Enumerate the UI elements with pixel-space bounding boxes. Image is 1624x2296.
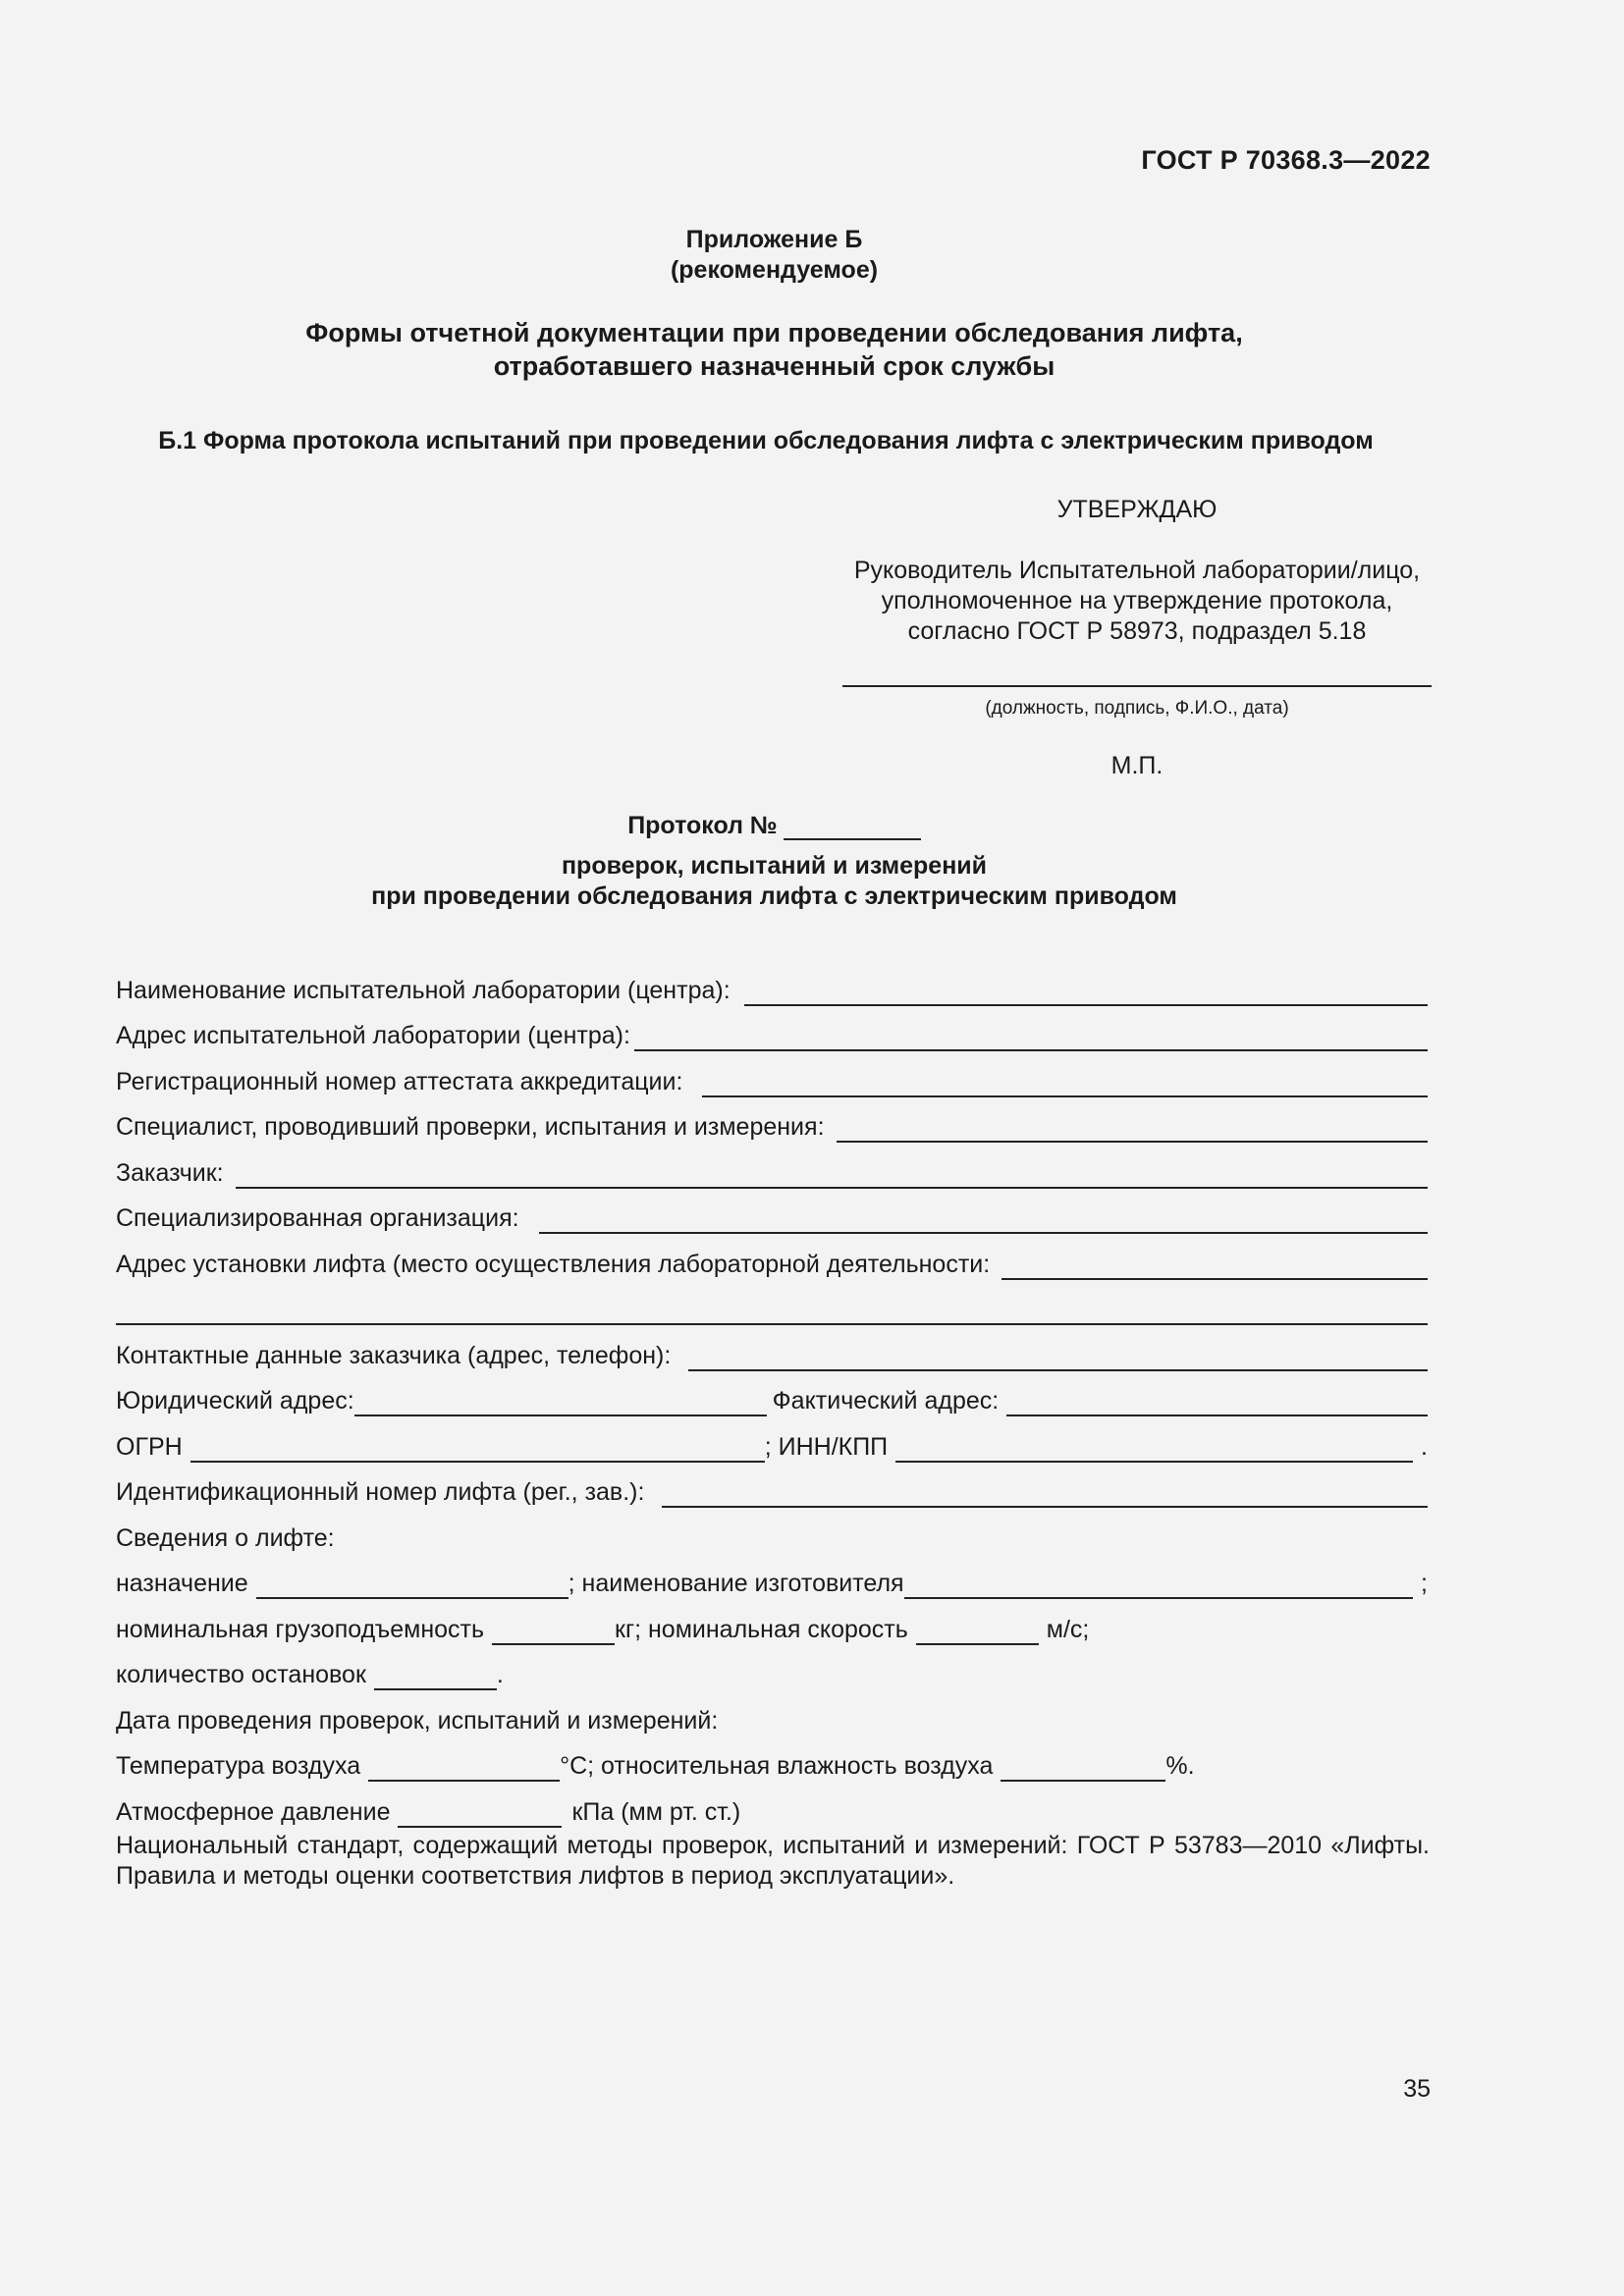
specialist-label: Специалист, проводивший проверки, испытания и измерения:	[116, 1113, 825, 1141]
approval-title: УТВЕРЖДАЮ	[1056, 496, 1218, 523]
form-row-stops	[116, 1650, 1428, 1696]
accreditation-label: Регистрационный номер аттестата аккредитации:	[116, 1067, 683, 1095]
install-address-label: Адрес установки лифта (место осуществления лабораторной деятельности:	[116, 1250, 991, 1278]
install-address-blank[interactable]	[1001, 1251, 1428, 1280]
purpose-row-semicolon: ;	[1421, 1570, 1428, 1597]
ogrn-blank[interactable]	[190, 1433, 765, 1463]
form-row-ogrn	[116, 1421, 1428, 1468]
protocol-subtitle	[0, 851, 1548, 912]
organization-blank[interactable]	[539, 1204, 1428, 1234]
form-row-specialist	[116, 1102, 1428, 1148]
form-row-install-address	[116, 1239, 1428, 1285]
appendix-kind: (рекомендуемое)	[670, 256, 879, 284]
specialist-blank[interactable]	[837, 1113, 1428, 1143]
protocol-subtitle-line1: проверок, испытаний и измерений	[561, 852, 988, 880]
stamp-label: М.П.	[1110, 752, 1164, 779]
install-address-blank-2[interactable]	[116, 1296, 1428, 1325]
form-row-lift-id	[116, 1468, 1428, 1514]
stops-blank[interactable]	[374, 1661, 497, 1690]
capacity-blank[interactable]	[492, 1616, 615, 1645]
legal-address-label: Юридический адрес:	[116, 1387, 354, 1415]
section-title: Б.1 Форма протокола испытаний при проведении обследования лифта с электрическим приводом	[158, 427, 1374, 454]
lab-name-blank[interactable]	[744, 977, 1428, 1006]
approval-line3: согласно ГОСТ Р 58973, подраздел 5.18	[907, 617, 1367, 645]
protocol-number-label: Протокол №	[627, 812, 778, 839]
humidity-unit: %.	[1165, 1752, 1195, 1780]
lift-id-blank[interactable]	[662, 1478, 1428, 1508]
form-row-test-date	[116, 1695, 1428, 1741]
approval-line2: уполномоченное на утверждение протокола,	[881, 587, 1393, 614]
air-temp-blank[interactable]	[368, 1752, 560, 1782]
actual-address-blank[interactable]	[1006, 1387, 1428, 1416]
forms-title-line2: отработавшего назначенный срок службы	[493, 351, 1056, 381]
stops-label: количество остановок	[116, 1661, 366, 1688]
pressure-unit: кПа (мм рт. ст.)	[571, 1797, 741, 1826]
signature-caption: (должность, подпись, Ф.И.О., дата)	[985, 698, 1289, 719]
form-row-capacity	[116, 1604, 1428, 1650]
approval-text	[842, 556, 1432, 647]
capacity-label: номинальная грузоподъемность	[116, 1615, 485, 1643]
form-row-lab-name	[116, 965, 1428, 1011]
lift-info-label: Сведения о лифте:	[116, 1523, 335, 1552]
legal-address-blank[interactable]	[354, 1387, 767, 1416]
lab-name-label: Наименование испытательной лаборатории (центра):	[116, 976, 731, 1004]
humidity-blank[interactable]	[1001, 1752, 1165, 1782]
organization-label: Специализированная организация:	[116, 1204, 519, 1232]
inn-kpp-blank[interactable]	[895, 1433, 1413, 1463]
form-row-install-address-cont	[116, 1285, 1428, 1331]
appendix-heading	[0, 225, 1548, 286]
form-row-accreditation	[116, 1056, 1428, 1102]
manufacturer-blank[interactable]	[904, 1570, 1413, 1599]
manufacturer-label: ; наименование изготовителя	[568, 1570, 904, 1597]
humidity-label: °С; относительная влажность воздуха	[560, 1752, 994, 1780]
pressure-blank[interactable]	[398, 1798, 562, 1828]
form-row-lab-address	[116, 1011, 1428, 1057]
customer-blank[interactable]	[236, 1159, 1428, 1189]
kg-speed-label: кг; номинальная скорость	[615, 1615, 908, 1643]
appendix-title: Приложение Б	[685, 226, 863, 253]
form-row-pressure	[116, 1787, 1428, 1833]
lift-id-label: Идентификационный номер лифта (рег., зав.):	[116, 1478, 645, 1506]
customer-contacts-label: Контактные данные заказчика (адрес, телефон):	[116, 1341, 672, 1369]
form-row-customer	[116, 1148, 1428, 1194]
protocol-number	[0, 812, 1548, 840]
form-row-organization	[116, 1194, 1428, 1240]
stops-period: .	[496, 1661, 504, 1688]
form-row-temperature	[116, 1741, 1428, 1788]
customer-contacts-blank[interactable]	[688, 1342, 1428, 1371]
protocol-number-blank[interactable]	[784, 815, 921, 840]
national-standard-note: Национальный стандарт, содержащий методы проверок, испытаний и измерений: ГОСТ Р 53783—2010 «Лифты. Правила и методы оценки соответствия лифтов в период эксплуатации».	[116, 1832, 1430, 1890]
protocol-subtitle-line2: при проведении обследования лифта с электрическим приводом	[371, 882, 1177, 910]
forms-title	[0, 316, 1548, 383]
lab-address-blank[interactable]	[634, 1022, 1428, 1051]
ogrn-label: ОГРН	[116, 1432, 183, 1461]
page-number: 35	[1403, 2075, 1431, 2103]
speed-blank[interactable]	[916, 1616, 1039, 1645]
air-temp-label: Температура воздуха	[116, 1752, 361, 1780]
signature-line[interactable]	[842, 685, 1432, 687]
purpose-label: назначение	[116, 1570, 248, 1597]
forms-title-line1: Формы отчетной документации при проведении обследования лифта,	[305, 318, 1243, 347]
inn-kpp-label: ; ИНН/КПП	[764, 1432, 889, 1461]
form-row-lift-info	[116, 1513, 1428, 1559]
accreditation-blank[interactable]	[702, 1068, 1428, 1097]
form-row-purpose	[116, 1559, 1428, 1605]
approval-line1: Руководитель Испытательной лаборатории/лицо,	[853, 557, 1421, 584]
speed-unit: м/с;	[1046, 1615, 1090, 1643]
form-row-addresses	[116, 1376, 1428, 1422]
lab-address-label: Адрес испытательной лаборатории (центра):	[116, 1022, 630, 1049]
pressure-label: Атмосферное давление	[116, 1797, 391, 1826]
protocol-form	[116, 965, 1428, 1833]
form-row-customer-contacts	[116, 1330, 1428, 1376]
purpose-blank[interactable]	[256, 1570, 568, 1599]
test-date-label: Дата проведения проверок, испытаний и измерений:	[116, 1706, 719, 1735]
document-code: ГОСТ Р 70368.3—2022	[1141, 145, 1431, 175]
actual-address-label: Фактический адрес:	[772, 1387, 1000, 1415]
customer-label: Заказчик:	[116, 1158, 224, 1187]
ogrn-row-period: .	[1421, 1432, 1428, 1461]
